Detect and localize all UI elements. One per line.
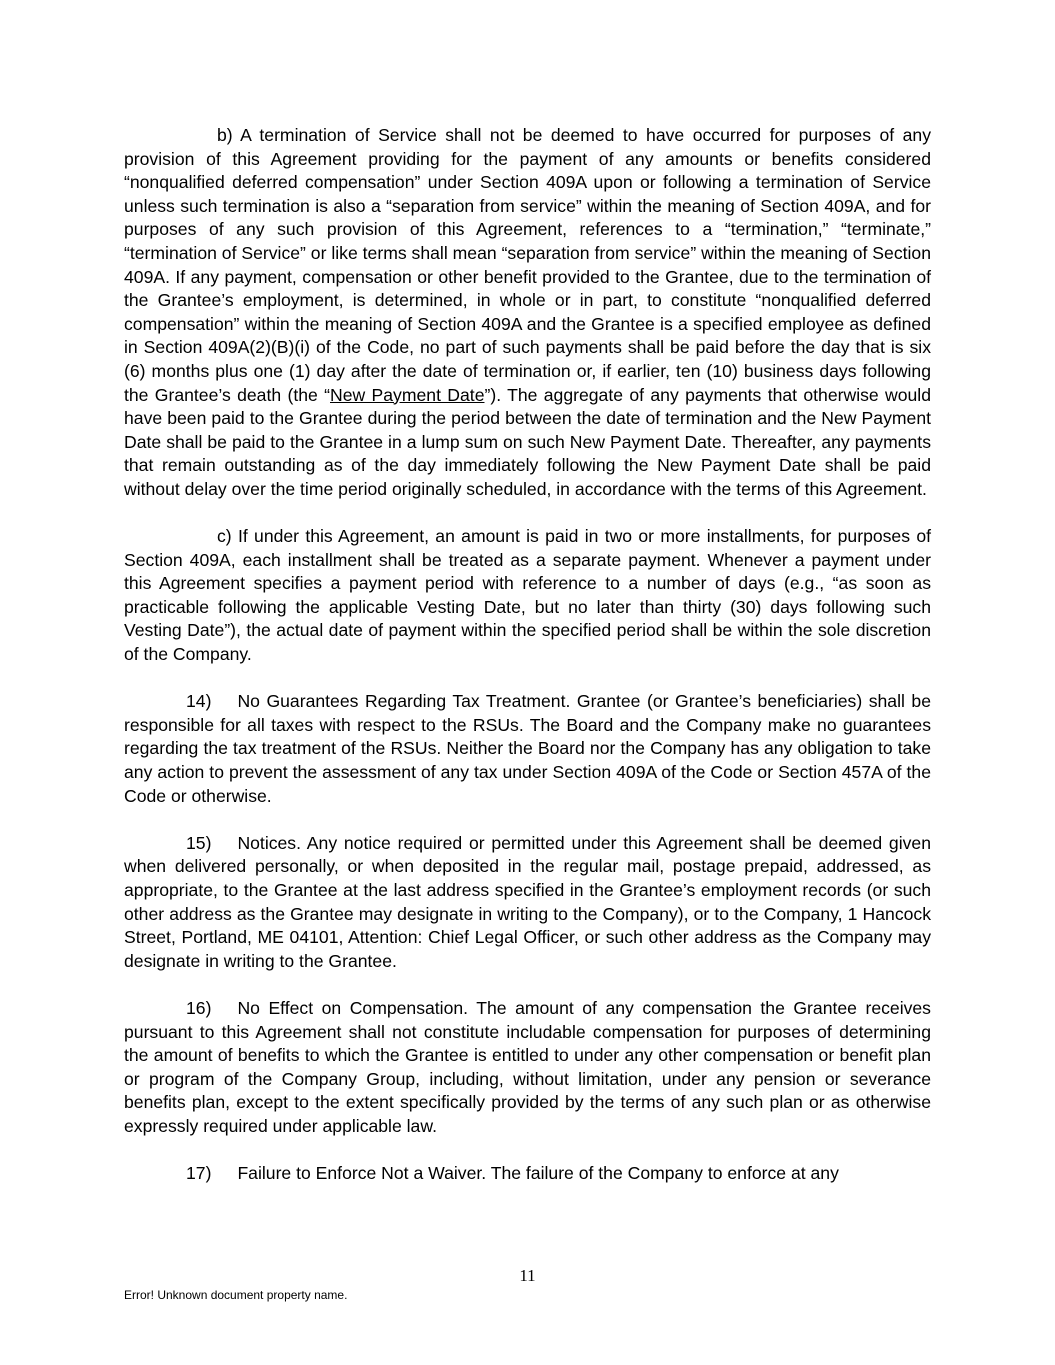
paragraph-text: If under this Agreement, an amount is paid in two or more installments, for purposes of Section 409A, each installment shall be treated as a separate payment. Whenever a payment under this Agreement specifies a payment period with reference to a number of days (e.g., “as soon as practicable following the applicable Vesting Date, but no later than thirty (30) days following such Vesting Date”), the actual date of payment within the specified period shall be within the sole discretion of the Company.	[124, 526, 931, 665]
section-heading: Notices.	[237, 832, 301, 853]
paragraph-text: Grantee (or Grantee’s beneficiaries) shall be responsible for all taxes with respect to the RSUs. The Board and the Company make no guarantees regarding the tax treatment of the RSUs. Neither the Board nor the Company has any obligation to take any action to prevent the assessment of any tax under Section 409A of the Code or Section 457A of the Code or otherwise.	[124, 691, 931, 806]
section-heading: No Guarantees Regarding Tax Treatment.	[237, 691, 571, 712]
footer-property-error: Error! Unknown document property name.	[124, 1288, 348, 1302]
section-number: 15)	[186, 832, 212, 853]
section-number: 16)	[186, 997, 212, 1018]
section-heading: No Effect on Compensation.	[237, 997, 469, 1018]
subsection-label: c)	[217, 526, 232, 547]
section-number: 17)	[186, 1163, 212, 1184]
section-17-paragraph	[124, 1162, 931, 1186]
subsection-b-paragraph	[124, 124, 931, 502]
paragraph-text: The amount of any compensation the Grantee receives pursuant to this Agreement shall not constitute includable compensation for purposes of determining the amount of benefits to which the Grantee is entitled to under any other compensation or benefit plan or program of the Company Group, including, without limitation, under any pension or severance benefits plan, except to the extent specifically provided by the terms of any such plan or as otherwise expressly required under applicable law.	[124, 997, 931, 1136]
defined-term-new-payment-date: New Payment Date	[330, 384, 485, 405]
subsection-label: b)	[217, 125, 233, 145]
section-14-paragraph	[124, 690, 931, 808]
page-number: 11	[519, 1266, 536, 1285]
subsection-c-paragraph	[124, 525, 931, 667]
section-heading: Failure to Enforce Not a Waiver.	[237, 1163, 487, 1184]
section-16-paragraph	[124, 997, 931, 1139]
section-number: 14)	[186, 691, 212, 712]
paragraph-text: The failure of the Company to enforce at any	[486, 1163, 839, 1184]
paragraph-text: ”). The aggregate of any payments that otherwise would have been paid to the Grantee during the period between the date of termination and the New Payment Date shall be paid to the Grantee in a lump sum on such New Payment Date. Thereafter, any payments that remain outstanding as of the day immediately following the New Payment Date shall be paid without delay over the time period originally scheduled, in accordance with the terms of this Agreement.	[124, 384, 931, 499]
section-15-paragraph	[124, 832, 931, 974]
document-body	[124, 124, 931, 1209]
paragraph-text: Any notice required or permitted under this Agreement shall be deemed given when delivered personally, or when deposited in the regular mail, postage prepaid, addressed, as appropriate, to the Grantee at the last address specified in the Grantee’s employment records (or such other address as the Grantee may designate in writing to the Company), or to the Company, 1 Hancock Street, Portland, ME 04101, Attention: Chief Legal Officer, or such other address as the Company may designate in writing to the Grantee.	[124, 832, 931, 971]
paragraph-text: A termination of Service shall not be deemed to have occurred for purposes of any provision of this Agreement providing for the payment of any amounts or benefits considered “nonqualified deferred compensation” under Section 409A upon or following a termination of Service unless such termination is also a “separation from service” within the meaning of Section 409A, and for purposes of any such provision of this Agreement, references to a “termination,” “terminate,” “termination of Service” or like terms shall mean “separation from service” within the meaning of Section 409A. If any payment, compensation or other benefit provided to the Grantee, due to the termination of the Grantee’s employment, is determined, in whole or in part, to constitute “nonqualified deferred compensation” within the meaning of Section 409A and the Grantee is a specified employee as defined in Section 409A(2)(B)(i) of the Code, no part of such payments shall be paid before the day that is six (6) months plus one (1) day after the date of termination or, if earlier, ten (10) business days following the Grantee’s death (the “	[124, 125, 931, 405]
